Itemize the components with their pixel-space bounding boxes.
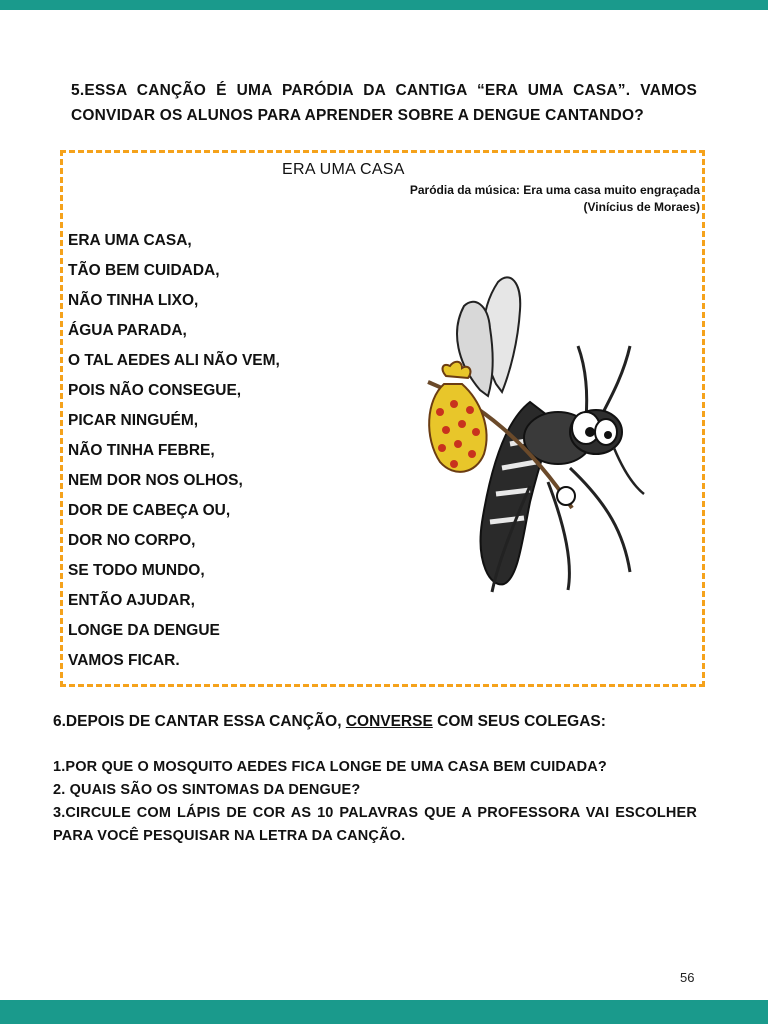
lyric-line: DOR DE CABEÇA OU,	[68, 502, 231, 519]
question-item: 3.CIRCULE COM LÁPIS DE COR AS 10 PALAVRAS QUE A PROFESSORA VAI ESCOLHER PARA VOCÊ PESQUISAR NA LETRA DA CANÇÃO.	[53, 805, 697, 844]
lyric-line: TÃO BEM CUIDADA,	[68, 262, 220, 279]
lyric-line: PICAR NINGUÉM,	[68, 412, 199, 429]
question-6-prefix: 6.DEPOIS DE CANTAR ESSA CANÇÃO,	[53, 713, 346, 730]
question-6-suffix: COM SEUS COLEGAS:	[432, 713, 606, 730]
lyric-line: ÁGUA PARADA,	[68, 322, 187, 339]
song-credit	[410, 182, 700, 216]
question-item: 2. QUAIS SÃO OS SINTOMAS DA DENGUE?	[53, 782, 361, 798]
song-title: ERA UMA CASA	[282, 161, 405, 178]
lyric-line: POIS NÃO CONSEGUE,	[68, 382, 242, 399]
lyric-line: ENTÃO AJUDAR,	[68, 592, 195, 609]
bottom-accent-bar	[0, 1000, 768, 1024]
lyrics-list	[68, 228, 280, 678]
lyric-line: NEM DOR NOS OLHOS,	[68, 472, 243, 489]
question-6-underlined-word: CONVERSE	[345, 713, 433, 730]
lyric-line: DOR NO CORPO,	[68, 532, 196, 549]
lyric-line: O TAL AEDES ALI NÃO VEM,	[68, 352, 280, 369]
question-5: 5.ESSA CANÇÃO É UMA PARÓDIA DA CANTIGA “ERA UMA CASA”. VAMOS CONVIDAR OS ALUNOS PARA APRENDER SOBRE A DENGUE CANTANDO?	[71, 82, 697, 124]
top-accent-bar	[0, 0, 768, 10]
question-6	[53, 713, 606, 731]
lyric-line: VAMOS FICAR.	[68, 652, 180, 669]
lyric-line: SE TODO MUNDO,	[68, 562, 205, 579]
mosquito-illustration	[418, 272, 648, 594]
question-list	[53, 756, 697, 848]
question-item: 1.POR QUE O MOSQUITO AEDES FICA LONGE DE UMA CASA BEM CUIDADA?	[53, 759, 607, 775]
lyric-line: LONGE DA DENGUE	[68, 622, 220, 639]
lyric-line: NÃO TINHA LIXO,	[68, 292, 199, 309]
lyric-line: ERA UMA CASA,	[68, 232, 192, 249]
song-credit-line-2: (Vinícius de Moraes)	[583, 200, 700, 214]
song-credit-line-1: Paródia da música: Era uma casa muito engraçada	[409, 183, 700, 197]
lyric-line: NÃO TINHA FEBRE,	[68, 442, 215, 459]
page-number: 56	[680, 970, 695, 985]
